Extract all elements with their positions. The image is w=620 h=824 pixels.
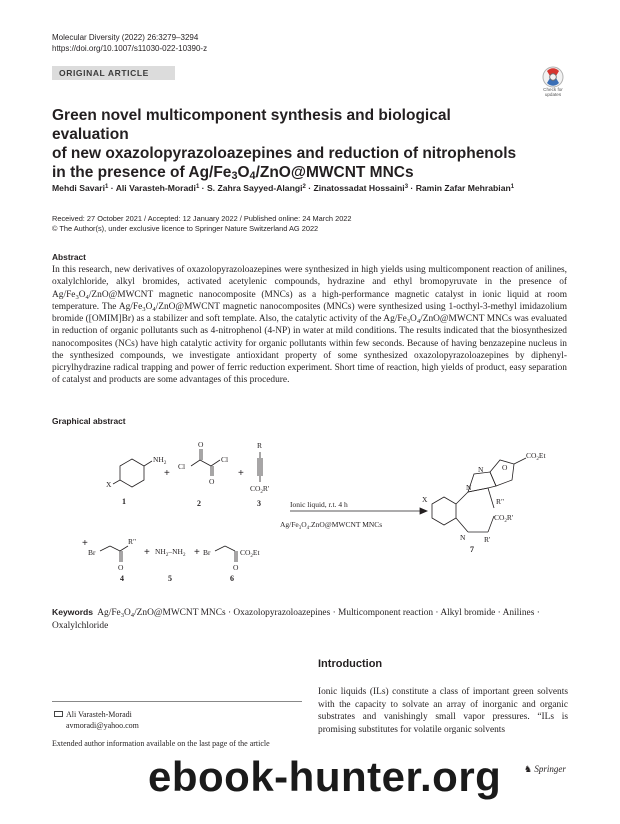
- o-label-1: O: [198, 440, 204, 449]
- doi-link[interactable]: https://doi.org/10.1007/s11030-022-10390-z: [52, 44, 208, 53]
- o-label-4: O: [118, 563, 124, 572]
- o-label-2: O: [209, 477, 215, 486]
- n-label-7b: N: [478, 465, 484, 474]
- co2et-label-6: $CO_2Et$: [240, 548, 260, 559]
- copyright-line: © The Author(s), under exclusive licence to Springer Nature Switzerland AG 2022: [52, 224, 319, 233]
- envelope-icon: [54, 711, 63, 717]
- rdouble-label-7: R": [496, 497, 505, 506]
- author-list: Mehdi Savari$^1$ · Ali Varasteh‑Moradi$^1$ · S. Zahra Sayyed‑Alangi$^2$ · Zinatossadat Hossaini$^3$ · Ramin Zafar Mehrabian$^1$: [52, 183, 515, 193]
- title-line-2: of new oxazolopyrazoloazepines and reduction of nitrophenols: [52, 145, 517, 162]
- o-label-6: O: [233, 563, 239, 572]
- keywords: Keywords $Ag/Fe_3O_4/ZnO@MWCNT$ MNCs · Oxazolopyrazoloazepines · Multicomponent reaction · Alkyl bromide · Anilines · Oxalylchloride: [52, 607, 540, 631]
- co2et-label-7: $CO_2Et$: [526, 451, 546, 462]
- compound-label-2: 2: [197, 499, 201, 508]
- n-label-7a: N: [466, 483, 472, 492]
- publisher-name: Springer: [534, 764, 566, 774]
- introduction-heading: Introduction: [318, 658, 383, 670]
- abstract-text: In this research, new derivatives of oxazolopyrazoloazepines were synthesized in high yields using multicomponent reaction of anilines, oxalylchloride, alkyl bromides, activated acetylenic compounds, hydrazine and ethyl bromopyruvate in the presence of $Ag/Fe_3O_4/ZnO@MWCNT$ magnetic nanocomposite (MNCs) as a high-performance magnetic catalyst in ionic liquid at room temperature. The $Ag/Fe_3O_4/ZnO@MWCNT$ magnetic nanocomposites (MNCs) were synthesized using 1-octhyl-3-methyl imidazolium bromide ([OMIM]Br) as a stabilizer and soft template. Also, the catalytic activity of the $Ag/Fe_3O_4/ZnO@MWCNT$ MNCs was evaluated in reduction of organic pollutants such as 4-nitrophenol (4-NP) in water at mild conditions. The results indicated that the biosynthesized nanocomposites (NCs) have high catalytic activity for organic pollutants within few seconds. Because of having benzazepine nucleus in the synthesized compounds, we investigate antioxidant property of some synthesized oxazolopyrazoloazepines by diphenyl-picrylhydrazine radical trapping and power of ferric reduction experiment. Short time of reaction, high yields of product, easy separation of catalyst and products are some advantages of this procedure.: [52, 265, 568, 386]
- reaction-scheme: [80, 436, 570, 586]
- benzene-ring-1: [120, 459, 144, 487]
- compound-label-4: 4: [120, 574, 124, 583]
- springer-horse-icon: ♞: [524, 764, 533, 774]
- contact-name: Ali Varasteh‑Moradi: [66, 710, 132, 719]
- compound-label-1: 1: [122, 497, 126, 506]
- compound-label-6: 6: [230, 574, 234, 583]
- crossmark-label-1: Check for: [543, 87, 563, 92]
- hydrazine-label: $NH_2-NH_2$: [155, 547, 186, 558]
- affiliation-mark: 1: [105, 184, 109, 190]
- corresponding-author: [52, 709, 302, 731]
- affiliation-mark: 2: [302, 184, 306, 190]
- compound-label-3: 3: [257, 499, 261, 508]
- plus-sign: +: [194, 547, 200, 558]
- x-label-7: X: [422, 495, 428, 504]
- journal-citation: Molecular Diversity (2022) 26:3279–3294: [52, 33, 199, 42]
- publication-dates: [52, 214, 352, 234]
- x-label-1: X: [106, 480, 112, 489]
- check-for-updates-badge[interactable]: [538, 66, 568, 97]
- author-name[interactable]: Ali Varasteh‑Moradi: [115, 183, 196, 193]
- reaction-conditions-bottom: $Ag/Fe_3O_4.ZnO@MWCNT$ MNCs: [280, 520, 383, 531]
- contact-email[interactable]: avmoradi@yahoo.com: [66, 721, 139, 730]
- co2r-label: $CO_2R'$: [250, 484, 270, 495]
- br-label-4: Br: [88, 548, 96, 557]
- o-label-7: O: [502, 463, 508, 472]
- article-title: [52, 106, 522, 182]
- author-name[interactable]: Ramin Zafar Mehrabian: [415, 183, 511, 193]
- abstract-heading: Abstract: [52, 252, 86, 262]
- cl-label-1: Cl: [178, 462, 186, 471]
- title-line-3: in the presence of $Ag/Fe_3O_4/ZnO@MWCNT$ MNCs: [52, 164, 414, 182]
- nh2-label: $NH_2$: [153, 455, 167, 466]
- br-label-6: Br: [203, 548, 211, 557]
- introduction-text: Ionic liquids (ILs) constitute a class of important green solvents with the capacity to solvate an array of inorganic and organic substrates and vanishingly small vapor pressures. “ILs is promising substitutes for volatile organic solvents: [318, 687, 568, 735]
- crossmark-icon: [538, 66, 568, 88]
- history-dates: Received: 27 October 2021 / Accepted: 12 January 2022 / Published online: 24 March 2022: [52, 214, 352, 223]
- title-line-1: Green novel multicomponent synthesis and biological evaluation: [52, 107, 451, 143]
- affiliation-mark: 1: [510, 184, 515, 190]
- cl-label-2: Cl: [221, 455, 229, 464]
- compound-label-7: 7: [470, 545, 474, 554]
- affiliation-mark: 3: [404, 184, 409, 190]
- n-label-7c: N: [460, 533, 466, 542]
- plus-sign: +: [144, 547, 150, 558]
- publisher-logo: [524, 764, 566, 775]
- plus-sign: +: [238, 468, 244, 479]
- author-name[interactable]: Mehdi Savari: [52, 183, 106, 193]
- r-label: R: [257, 441, 263, 450]
- author-name[interactable]: S. Zahra Sayyed‑Alangi: [206, 183, 303, 193]
- crossmark-label-2: updates: [544, 92, 562, 97]
- graphical-abstract-heading: Graphical abstract: [52, 416, 126, 426]
- watermark-text: ebook-hunter.org: [148, 753, 502, 800]
- rdouble-label-4: R": [128, 537, 137, 546]
- author-name[interactable]: Zinatossadat Hossaini: [313, 183, 405, 193]
- reaction-conditions-top: Ionic liquid, r.t. 4 h: [290, 500, 348, 509]
- affiliation-mark: 1: [195, 184, 200, 190]
- keywords-label: Keywords: [52, 607, 94, 617]
- pyrazole-ring: [468, 472, 496, 492]
- benzene-ring-7: [432, 497, 456, 525]
- rprime-label-7: R': [484, 535, 491, 544]
- plus-sign: +: [82, 538, 88, 549]
- co2r-label-7: $CO_2R'$: [494, 513, 514, 524]
- extended-author-info: Extended author information available on the last page of the article: [52, 739, 270, 748]
- article-type-badge: ORIGINAL ARTICLE: [52, 66, 175, 80]
- plus-sign: +: [164, 468, 170, 479]
- compound-label-5: 5: [168, 574, 172, 583]
